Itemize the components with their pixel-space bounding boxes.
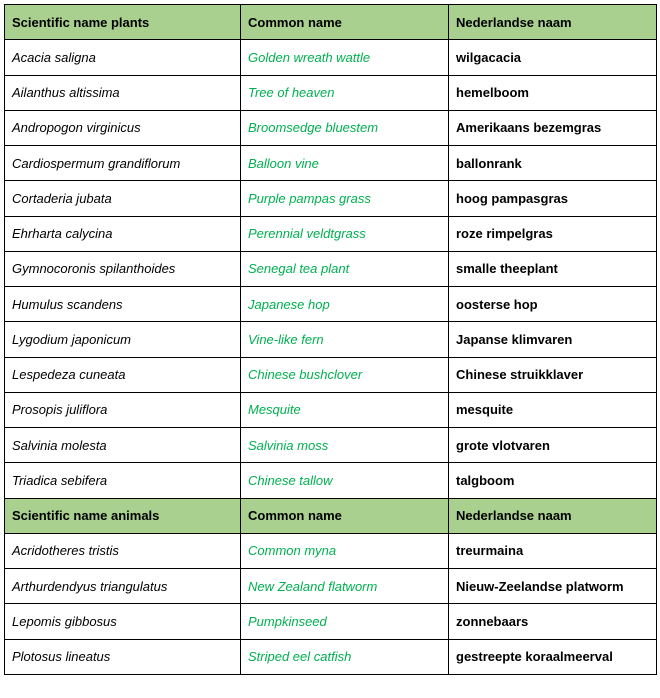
common-name-cell: Pumpkinseed xyxy=(241,604,449,639)
animals-header-row xyxy=(5,498,657,533)
common-name-cell: Japanese hop xyxy=(241,287,449,322)
scientific-name-cell: Humulus scandens xyxy=(5,287,241,322)
scientific-name-cell: Lepomis gibbosus xyxy=(5,604,241,639)
header-dutch-name: Nederlandse naam xyxy=(449,498,657,533)
header-scientific-name-animals: Scientific name animals xyxy=(5,498,241,533)
plants-section xyxy=(5,5,657,499)
scientific-name-cell: Acridotheres tristis xyxy=(5,533,241,568)
table-row xyxy=(5,181,657,216)
scientific-name-cell: Lygodium japonicum xyxy=(5,322,241,357)
dutch-name-cell: ballonrank xyxy=(449,146,657,181)
dutch-name-cell: grote vlotvaren xyxy=(449,428,657,463)
common-name-cell: Vine-like fern xyxy=(241,322,449,357)
dutch-name-cell: mesquite xyxy=(449,392,657,427)
table-row xyxy=(5,428,657,463)
dutch-name-cell: gestreepte koraalmeerval xyxy=(449,639,657,674)
scientific-name-cell: Triadica sebifera xyxy=(5,463,241,498)
invasive-species-table xyxy=(4,4,657,675)
dutch-name-cell: treurmaina xyxy=(449,533,657,568)
header-scientific-name-plants: Scientific name plants xyxy=(5,5,241,40)
common-name-cell: Purple pampas grass xyxy=(241,181,449,216)
common-name-cell: Balloon vine xyxy=(241,146,449,181)
table-row xyxy=(5,40,657,75)
header-common-name: Common name xyxy=(241,5,449,40)
scientific-name-cell: Lespedeza cuneata xyxy=(5,357,241,392)
common-name-cell: Golden wreath wattle xyxy=(241,40,449,75)
common-name-cell: Salvinia moss xyxy=(241,428,449,463)
plants-header-row xyxy=(5,5,657,40)
scientific-name-cell: Gymnocoronis spilanthoides xyxy=(5,251,241,286)
dutch-name-cell: Amerikaans bezemgras xyxy=(449,110,657,145)
dutch-name-cell: talgboom xyxy=(449,463,657,498)
header-common-name: Common name xyxy=(241,498,449,533)
scientific-name-cell: Acacia saligna xyxy=(5,40,241,75)
common-name-cell: Perennial veldtgrass xyxy=(241,216,449,251)
common-name-cell: Broomsedge bluestem xyxy=(241,110,449,145)
table-row xyxy=(5,110,657,145)
dutch-name-cell: oosterse hop xyxy=(449,287,657,322)
scientific-name-cell: Prosopis juliflora xyxy=(5,392,241,427)
dutch-name-cell: Chinese struikklaver xyxy=(449,357,657,392)
dutch-name-cell: smalle theeplant xyxy=(449,251,657,286)
dutch-name-cell: Nieuw-Zeelandse platworm xyxy=(449,569,657,604)
scientific-name-cell: Andropogon virginicus xyxy=(5,110,241,145)
scientific-name-cell: Cardiospermum grandiflorum xyxy=(5,146,241,181)
table-row xyxy=(5,569,657,604)
common-name-cell: Common myna xyxy=(241,533,449,568)
dutch-name-cell: Japanse klimvaren xyxy=(449,322,657,357)
dutch-name-cell: roze rimpelgras xyxy=(449,216,657,251)
common-name-cell: Chinese bushclover xyxy=(241,357,449,392)
table-row xyxy=(5,604,657,639)
scientific-name-cell: Arthurdendyus triangulatus xyxy=(5,569,241,604)
table-row xyxy=(5,463,657,498)
table-row xyxy=(5,251,657,286)
common-name-cell: Striped eel catfish xyxy=(241,639,449,674)
scientific-name-cell: Ehrharta calycina xyxy=(5,216,241,251)
scientific-name-cell: Plotosus lineatus xyxy=(5,639,241,674)
common-name-cell: New Zealand flatworm xyxy=(241,569,449,604)
table-row xyxy=(5,322,657,357)
table-row xyxy=(5,392,657,427)
dutch-name-cell: hemelboom xyxy=(449,75,657,110)
scientific-name-cell: Salvinia molesta xyxy=(5,428,241,463)
table-row xyxy=(5,146,657,181)
header-dutch-name: Nederlandse naam xyxy=(449,5,657,40)
table-row xyxy=(5,533,657,568)
dutch-name-cell: wilgacacia xyxy=(449,40,657,75)
table-row xyxy=(5,639,657,674)
common-name-cell: Mesquite xyxy=(241,392,449,427)
table-row xyxy=(5,216,657,251)
animals-section xyxy=(5,498,657,674)
common-name-cell: Tree of heaven xyxy=(241,75,449,110)
scientific-name-cell: Ailanthus altissima xyxy=(5,75,241,110)
table-row xyxy=(5,75,657,110)
dutch-name-cell: hoog pampasgras xyxy=(449,181,657,216)
table-row xyxy=(5,287,657,322)
dutch-name-cell: zonnebaars xyxy=(449,604,657,639)
common-name-cell: Chinese tallow xyxy=(241,463,449,498)
scientific-name-cell: Cortaderia jubata xyxy=(5,181,241,216)
table-row xyxy=(5,357,657,392)
common-name-cell: Senegal tea plant xyxy=(241,251,449,286)
